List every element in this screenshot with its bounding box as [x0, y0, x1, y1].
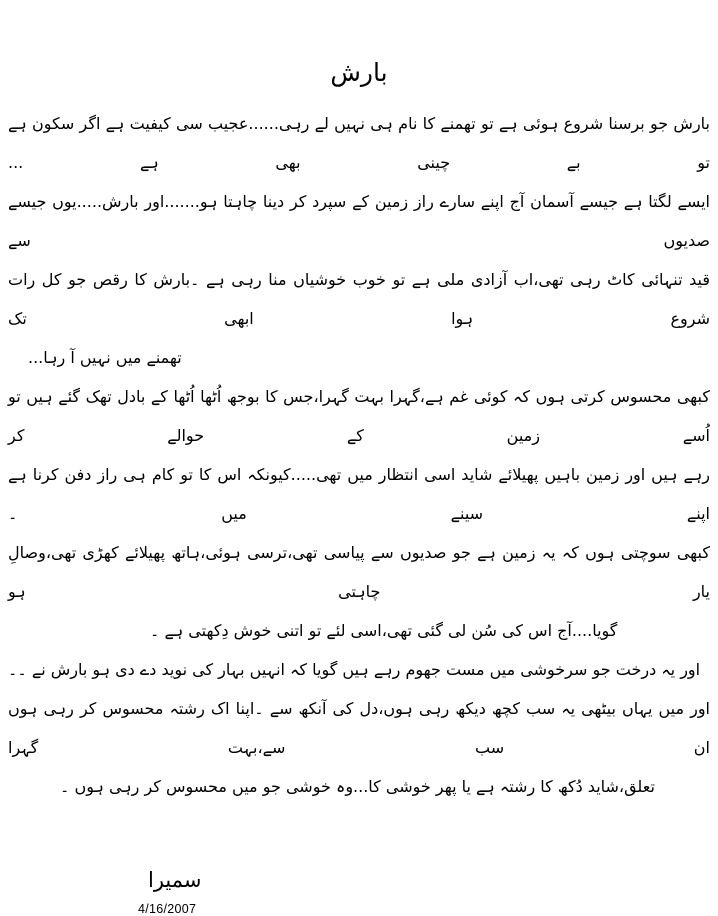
text-line: کبھی محسوس کرتی ہوں کہ کوئی غم ہے،گہرا بہت گہرا،جس کا بوجھ اُٹھا اُٹھا کے بادل تھک گئے ہیں تو اُسے زمین کے حوالے کر	[8, 387, 710, 445]
date: 4/16/2007	[138, 902, 197, 916]
text-line: اور یہ درخت جو سرخوشی میں مست جھوم رہے ہیں گویا کہ انہیں بہار کی نوید دے دی ہو بارش نے ۔۔	[8, 660, 701, 679]
text-line: قید تنہائی کاٹ رہی تھی،اب آزادی ملی ہے تو خوب خوشیاں منا رہی ہے ۔بارش کا رقص جو کل رات شروع ہوا ابھی تک	[8, 270, 710, 328]
text-line: تھمنے میں نہیں آ رہا...	[28, 348, 182, 367]
text-line: کبھی سوچتی ہوں کہ یہ زمین ہے جو صدیوں سے پیاسی تھی،ترسی ہوئی،ہاتھ پھیلائے کھڑی تھی،وصالِ یار چاہتی ہو	[8, 543, 710, 601]
text-line: ایسے لگتا ہے جیسے آسمان آج اپنے سارے راز زمین کے سپرد کر دینا چاہتا ہو.......اور بارش.....یوں جیسے صدیوں سے	[8, 192, 710, 250]
text-line: تعلق،شاید دُکھ کا رشتہ ہے یا پھر خوشی کا...وہ خوشی جو میں محسوس کر رہی ہوں ۔	[60, 777, 655, 796]
text-line: بارش جو برسنا شروع ہوئی ہے تو تھمنے کا نام ہی نہیں لے رہی......عجیب سی کیفیت ہے اگر سکون ہے تو بے چینی بھی ہے ...	[8, 114, 710, 172]
text-line: گویا....آج اس کی سُن لی گئی تھی،اسی لئے تو اتنی خوش دِکھتی ہے ۔	[150, 621, 618, 640]
document-body	[8, 104, 710, 806]
text-line: اور میں یہاں بیٹھی یہ سب کچھ دیکھ رہی ہوں،دل کی آنکھ سے ۔اپنا اک رشتہ محسوس کر رہی ہوں ان سب سے،بہت گہرا	[8, 699, 710, 757]
signature: سمیرا	[148, 868, 202, 892]
document-page	[0, 54, 718, 916]
text-line: رہے ہیں اور زمین باہیں پھیلائے شاید اسی انتظار میں تھی.....کیونکہ اس کا تو کام ہی راز دفن کرنا ہے اپنے سینے میں ۔	[8, 465, 710, 523]
document-title: بارش	[330, 58, 388, 87]
